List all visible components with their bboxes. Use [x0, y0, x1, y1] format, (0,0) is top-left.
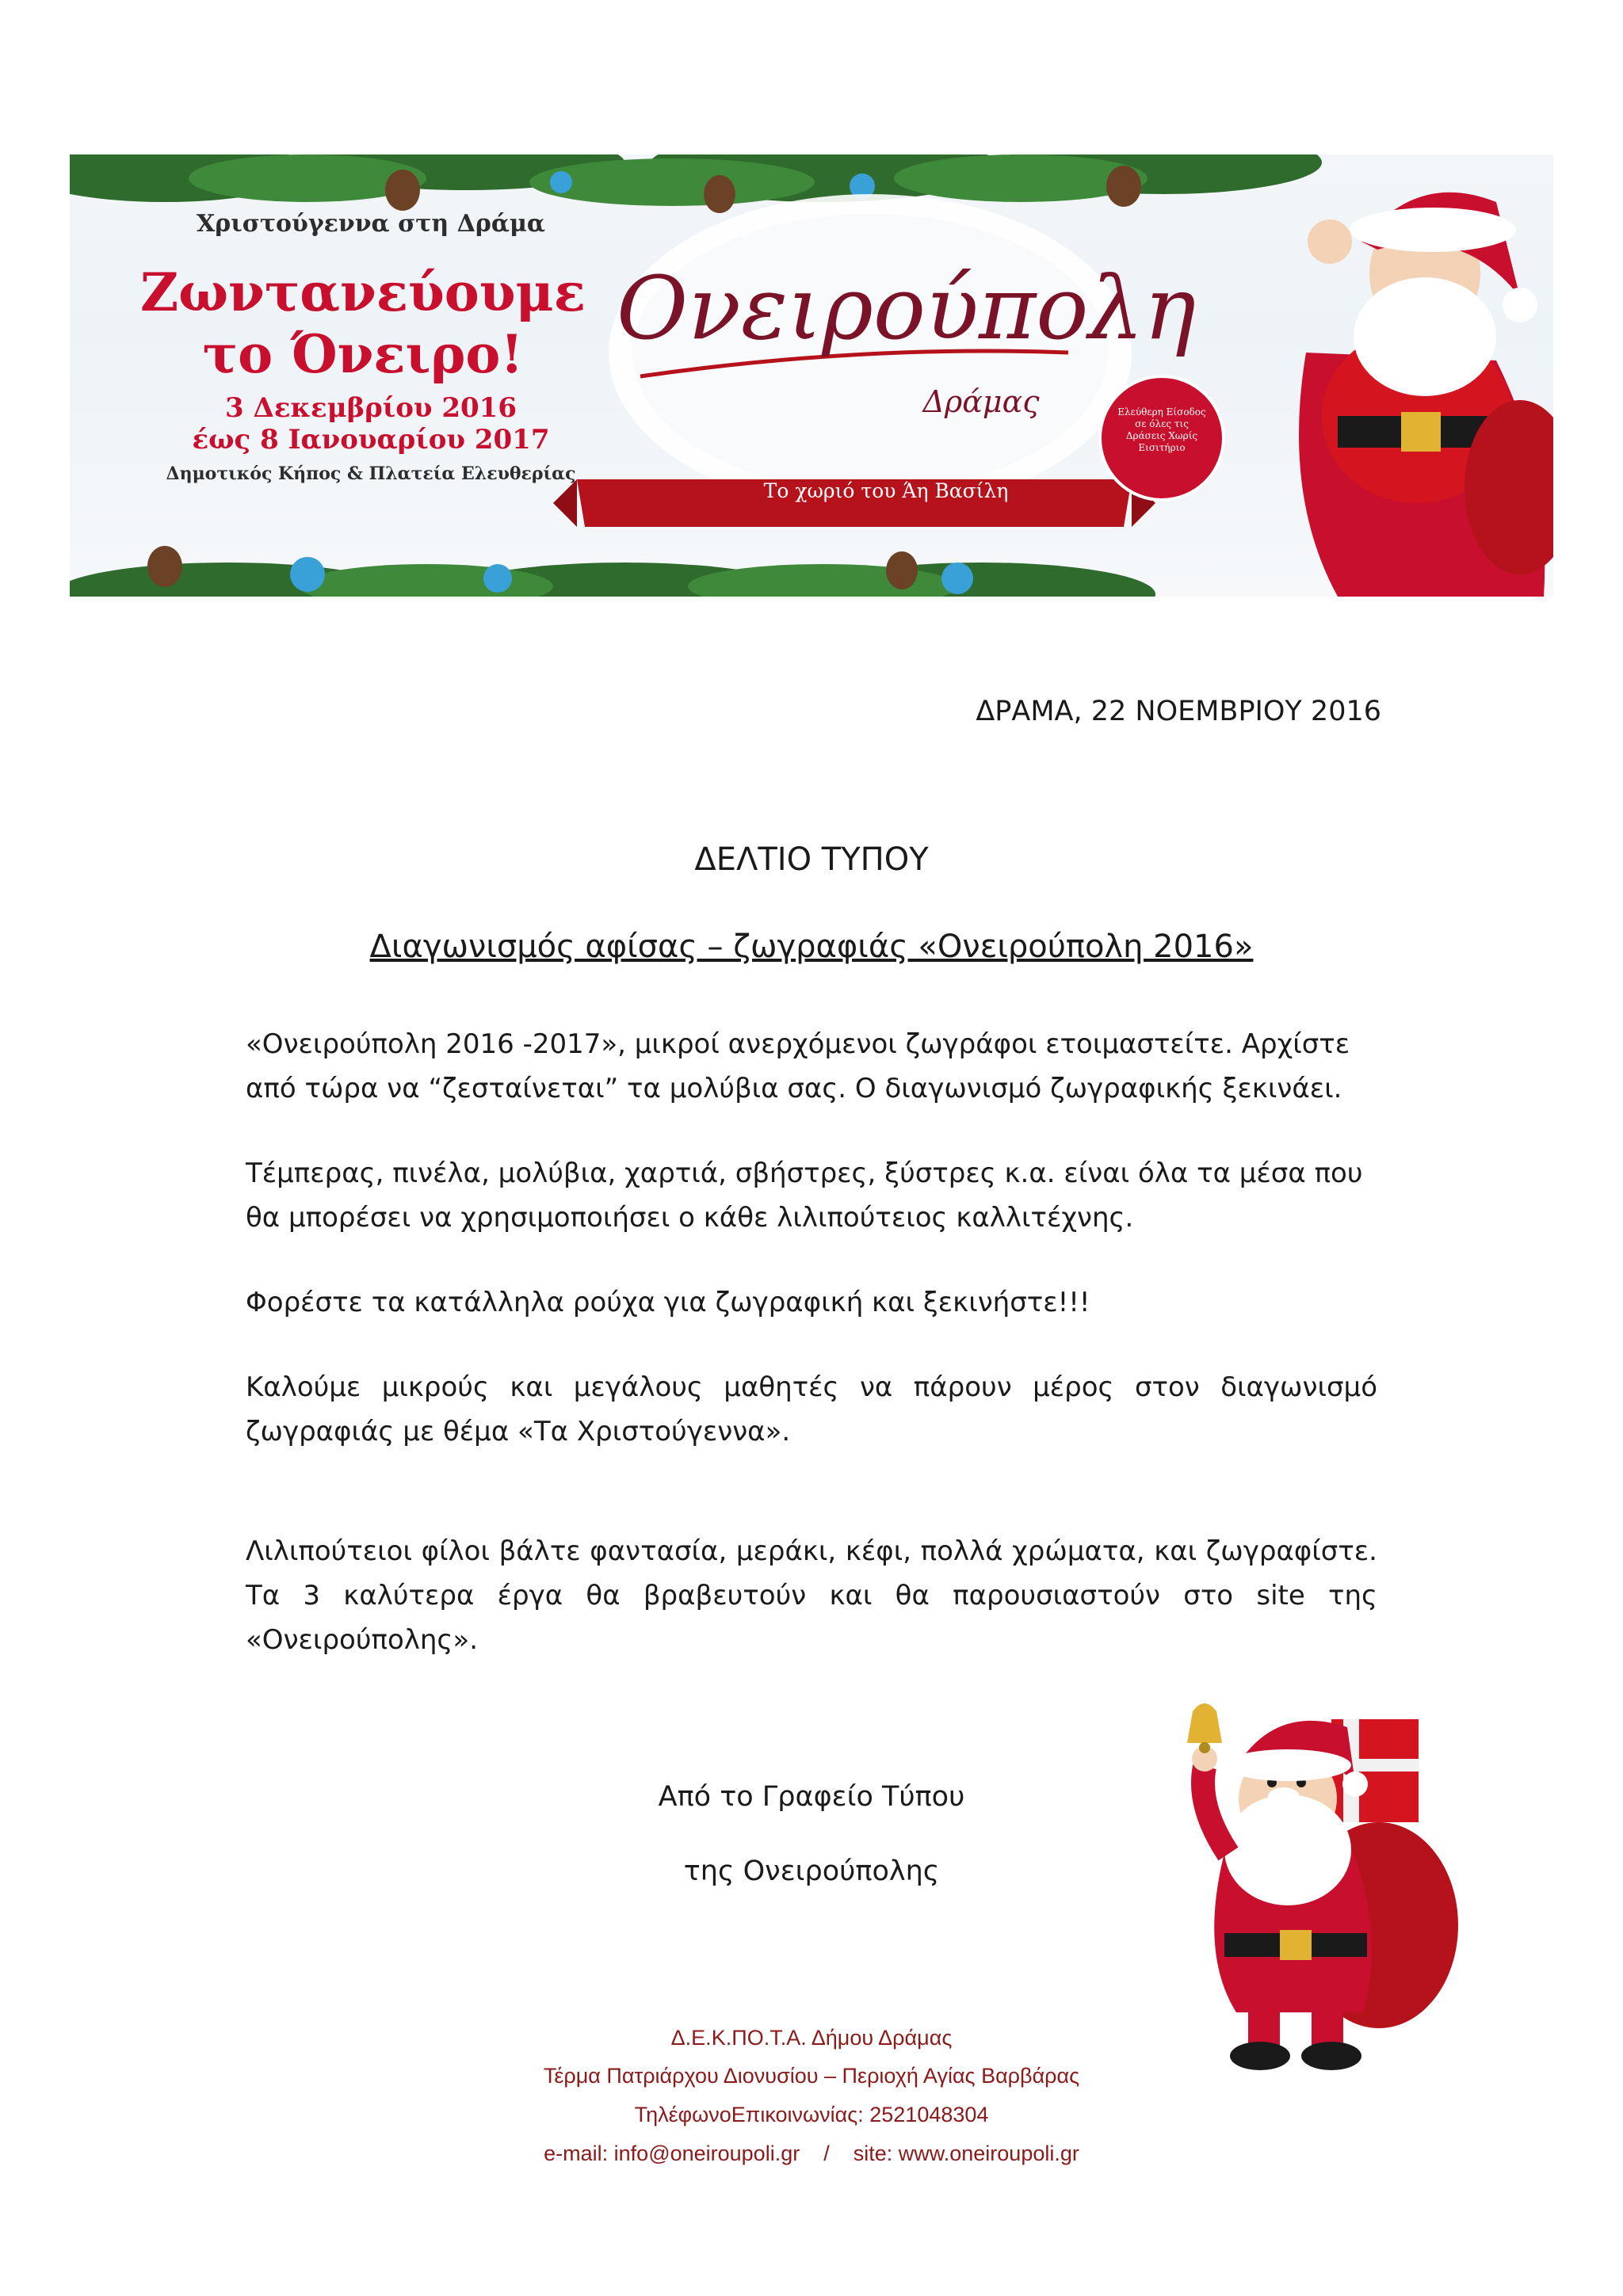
banner-ribbon-text: Το χωριό του Άη Βασίλη — [763, 479, 1009, 502]
paragraph-1: «Ονειρούπολη 2016 -2017», μικροί ανερχόμενοι ζωγράφοι ετοιμαστείτε. Αρχίστε από τώρα να “ζεσταίνεται” τα μολύβια σας. Ο διαγωνισμό ζωγραφικής ξεκινάει. — [246, 1028, 1350, 1104]
banner-slogan-line-1: Ζωντανεύουμε — [140, 261, 586, 323]
paragraph-4: Καλούμε μικρούς και μεγάλους μαθητές να πάρουν μέρος στον διαγωνισμό ζωγραφιάς με θέμα «Τα Χριστούγεννα». — [246, 1371, 1377, 1447]
footer-organization: Δ.Ε.Κ.ΠΟ.Τ.Α. Δήμου Δράμας — [670, 2026, 953, 2050]
banner-venue: Δημοτικός Κήπος & Πλατεία Ελευθερίας — [166, 463, 576, 484]
document-date: ΔΡΑΜΑ, 22 ΝΟΕΜΒΡΙΟΥ 2016 — [976, 696, 1381, 727]
paragraph-5: Λιλιπούτειοι φίλοι βάλτε φαντασία, μεράκι, κέφι, πολλά χρώματα, και ζωγραφίστε. Τα 3 καλύτερα έργα θα βραβευτούν και θα παρουσιαστούν στο site της «Ονειρούπολης». — [246, 1535, 1377, 1656]
paragraph-3: Φορέστε τα κατάλληλα ρούχα για ζωγραφική και ξεκινήστε!!! — [246, 1287, 1090, 1318]
footer-address: Τέρμα Πατριάρχου Διονυσίου – Περιοχή Αγίας Βαρβάρας — [543, 2064, 1080, 2088]
paragraph-2: Τέμπερας, πινέλα, μολύβια, χαρτιά, σβήστρες, ξύστρες κ.α. είναι όλα τα μέσα που θα μπορέσει να χρησιμοποιήσει ο κάθε λιλιπούτειος καλλιτέχνης. — [246, 1158, 1363, 1234]
header-banner — [70, 154, 1553, 597]
banner-dates-start: 3 Δεκεμβρίου 2016 — [225, 392, 517, 424]
banner-line-1: Χριστούγεννα στη Δράμα — [197, 210, 545, 238]
banner-dates-end: έως 8 Ιανουαρίου 2017 — [192, 424, 550, 456]
signature-line-2: της Ονειρούπολης — [683, 1855, 940, 1887]
document-subheading: Διαγωνισμός αφίσας – ζωγραφιάς «Ονειρούπολη 2016» — [369, 929, 1254, 965]
footer-contact: e-mail: info@oneiroupoli.gr / site: www.oneiroupoli.gr — [544, 2142, 1079, 2165]
signature-line-1: Από το Γραφείο Τύπου — [658, 1781, 965, 1813]
oneiroupoli-logo: Ονειρούπολη — [617, 257, 1197, 359]
document-heading: ΔΕΛΤΙΟ ΤΥΠΟΥ — [694, 841, 929, 878]
banner-slogan — [101, 261, 624, 385]
banner-slogan-line-2: το Όνειρο! — [202, 323, 524, 385]
oneiroupoli-logo-subtitle: Δράμας — [922, 384, 1040, 419]
banner-dates — [149, 392, 593, 456]
free-entry-badge: Ελεύθερη Είσοδος σε όλες τις Δράσεις Χωρίς Εισιτήριο — [1117, 406, 1206, 453]
santa-illustration — [1165, 1695, 1466, 2076]
footer-phone: ΤηλέφωνοΕπικοινωνίας: 2521048304 — [634, 2103, 989, 2126]
